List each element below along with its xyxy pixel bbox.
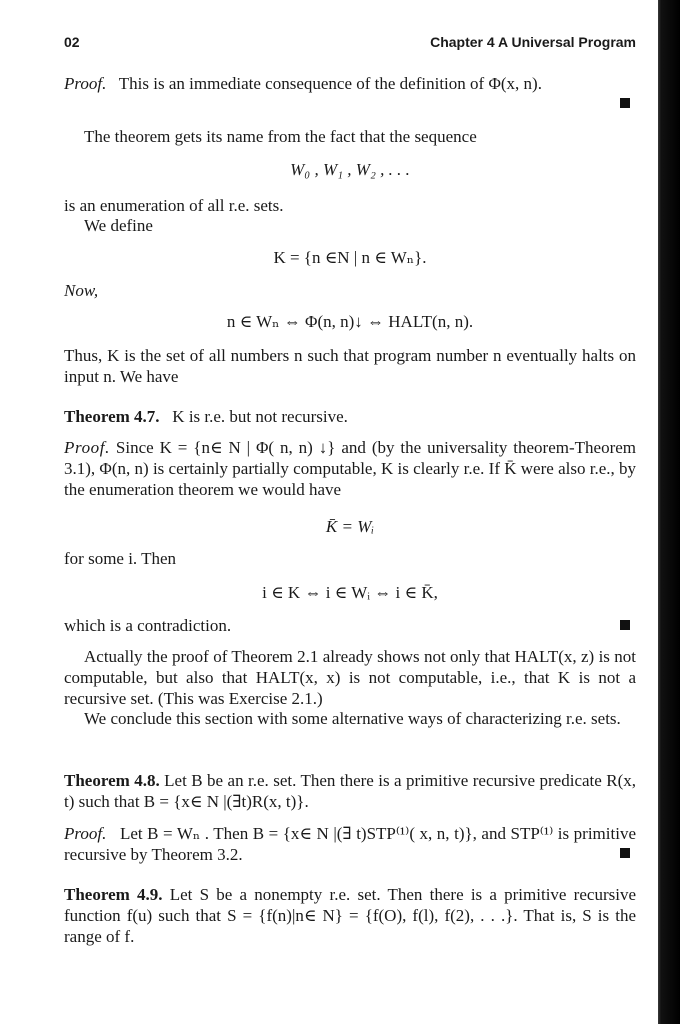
equation-definition-k: K = {n ∈N | n ∈ Wₙ}. bbox=[273, 248, 427, 267]
equation-contradiction: i ∈ K ⇔ i ∈ Wᵢ ⇔ i ∈ K̄, bbox=[262, 583, 438, 602]
proof-label: Proof. bbox=[64, 74, 107, 93]
paragraph: The theorem gets its name from the fact that the sequence bbox=[84, 127, 477, 146]
proof-theorem-4-8 bbox=[64, 823, 636, 865]
page-number: 02 bbox=[64, 34, 80, 50]
theorem-4-7 bbox=[64, 406, 636, 427]
qed-symbol bbox=[620, 98, 630, 108]
qed-symbol bbox=[620, 848, 630, 858]
paragraph: We define bbox=[84, 216, 153, 235]
equation-sequence: W₀ , W₁ , W₂ , . . . bbox=[290, 160, 410, 179]
qed-symbol bbox=[620, 620, 630, 630]
proof-label: Proof. bbox=[64, 824, 107, 843]
paragraph: We conclude this section with some alternative ways of characterizing r.e. sets. bbox=[84, 709, 621, 728]
proof-text: Let B = Wₙ . Then B = {x∈ N |(∃ t)STP⁽¹⁾( x, n, t)}, and STP⁽¹⁾ is primitive recursive by Theorem 3.2. bbox=[64, 824, 636, 864]
paragraph: Actually the proof of Theorem 2.1 already shows not only that HALT(x, z) is not computable, but also that HALT(x, x) is not computable, i.e., that K is not a recursive set. (This was Exercise 2.1.) bbox=[64, 647, 636, 708]
theorem-4-8 bbox=[64, 770, 636, 812]
paragraph-now: Now, bbox=[64, 281, 99, 300]
proof-label: Proof. bbox=[64, 438, 110, 457]
paragraph: for some i. Then bbox=[64, 549, 177, 568]
theorem-label: Theorem 4.9. bbox=[64, 885, 163, 904]
running-header bbox=[64, 34, 636, 54]
page-edge-shadow bbox=[658, 0, 680, 1024]
paragraph: which is a contradiction. bbox=[64, 616, 232, 635]
proof-text: This is an immediate consequence of the definition of Φ(x, n). bbox=[118, 74, 542, 93]
theorem-text: Let B be an r.e. set. Then there is a primitive recursive predicate R(x, t) such that B = {x∈ N |(∃t)R(x, t)}. bbox=[64, 771, 636, 811]
proof-k-not-recursive bbox=[64, 437, 636, 500]
theorem-label: Theorem 4.7. bbox=[64, 407, 160, 426]
proof-text: Since K = {n∈ N | Φ( n, n) ↓} and (by the universality theorem-Theorem 3.1), Φ(n, n) is certainly partially computable, K is clearly r.e. If K̄ were also r.e., by the enumeration theorem we would have bbox=[64, 438, 637, 499]
theorem-4-9 bbox=[64, 884, 636, 947]
equation-halt: n ∈ Wₙ ⇔ Φ(n, n)↓ ⇔ HALT(n, n). bbox=[226, 312, 474, 331]
paragraph: is an enumeration of all r.e. sets. bbox=[64, 196, 284, 215]
theorem-text: Let S be a nonempty r.e. set. Then there is a primitive recursive function f(u) such that S = {f(n)|n∈ N} = {f(O), f(l), f(2), . . .}. That is, S is the range of f. bbox=[64, 885, 636, 946]
theorem-text: K is r.e. but not recursive. bbox=[172, 407, 348, 426]
theorem-label: Theorem 4.8. bbox=[64, 771, 160, 790]
equation-kbar: K̄ = Wᵢ bbox=[325, 517, 375, 536]
paragraph: Thus, K is the set of all numbers n such that program number n eventually halts on input n. We have bbox=[64, 346, 636, 386]
chapter-title: Chapter 4 A Universal Program bbox=[430, 34, 636, 50]
proof-immediate bbox=[64, 73, 636, 94]
